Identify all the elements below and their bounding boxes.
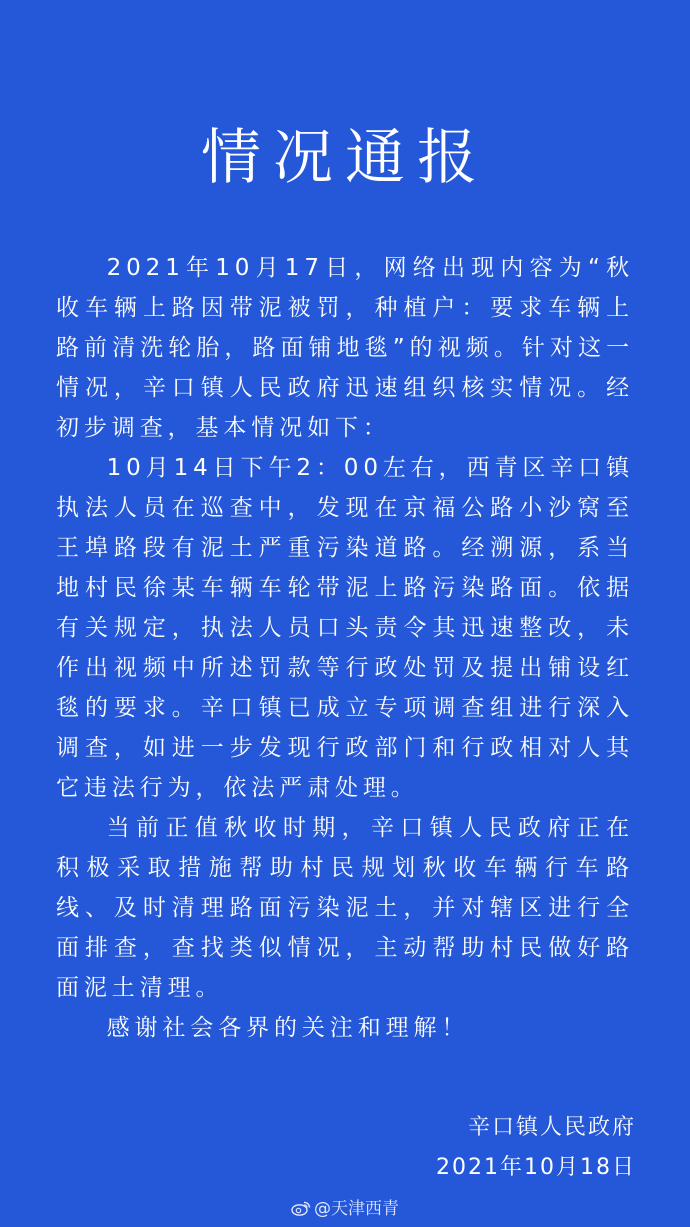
notice-paragraph-1: 2021年10月17日，网络出现内容为“秋收车辆上路因带泥被罚，种植户：要求车辆上路前清洗轮胎，路面铺地毯”的视频。针对这一情况，辛口镇人民政府迅速组织核实情况。经初步调查，基本情况如下： [56, 255, 634, 441]
notice-paragraph-2: 10月14日下午2：00左右，西青区辛口镇执法人员在巡查中，发现在京福公路小沙窝至王埠路段有泥土严重污染道路。经溯源，系当地村民徐某车辆车轮带泥上路污染路面。依据有关规定，执法人员口头责令其迅速整改，未作出视频中所述罚款等行政处罚及提出铺设红毯的要求。辛口镇已成立专项调查组进行深入调查，如进一步发现行政部门和行政相对人其它违法行为，依法严肃处理。 [56, 455, 634, 801]
notice-body [56, 248, 634, 1048]
notice-paragraph-4: 感谢社会各界的关注和理解！ [106, 1015, 470, 1041]
weibo-watermark [0, 1198, 690, 1220]
notice-signoff [436, 1108, 636, 1188]
weibo-icon [291, 1200, 311, 1216]
issue-date: 2021年10月18日 [436, 1155, 636, 1180]
watermark-handle: @天津西青 [314, 1199, 399, 1219]
issuer-name: 辛口镇人民政府 [467, 1115, 636, 1140]
notice-paragraph-3: 当前正值秋收时期，辛口镇人民政府正在积极采取措施帮助村民规划秋收车辆行车路线、及时清理路面污染泥土，并对辖区进行全面排查，查找类似情况，主动帮助村民做好路面泥土清理。 [56, 815, 634, 1001]
notice-title: 情况通报 [201, 123, 489, 193]
